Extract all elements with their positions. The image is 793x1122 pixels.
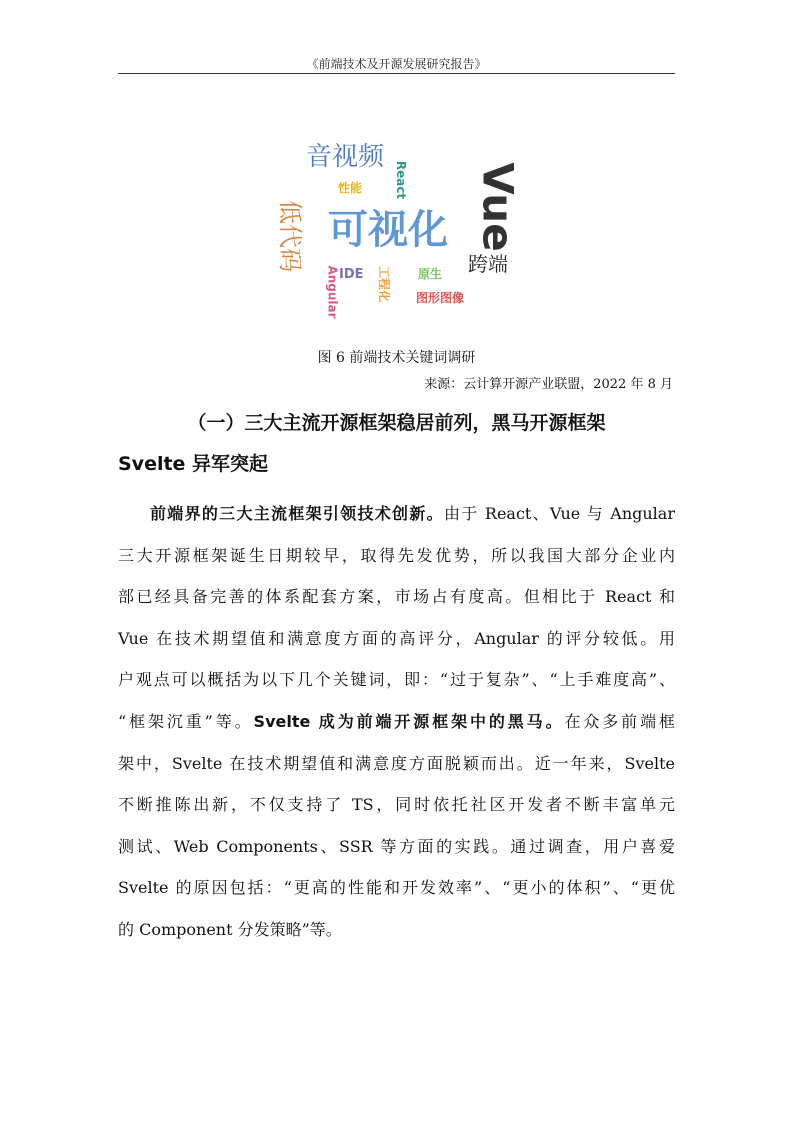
para-line-1 [118, 493, 675, 535]
header-rule [118, 73, 675, 74]
para-line-1-rest: 由于 React、Vue 与 Angular [443, 504, 675, 523]
para-line-6 [118, 701, 675, 743]
word-cross-platform: 跨端 [468, 252, 508, 276]
para-line-3: 部已经具备完善的体系配套方案，市场占有度高。但相比于 React 和 [118, 587, 675, 607]
para-line-8: 不断推陈出新，不仅支持了 TS，同时依托社区开发者不断丰富单元 [118, 795, 675, 815]
word-performance: 性能 [338, 181, 363, 195]
word-graphics: 图形图像 [416, 291, 465, 305]
word-engineering: 工程化 [377, 265, 392, 303]
word-react: React [394, 160, 409, 200]
figure-caption: 图 6 前端技术关键词调研 [317, 350, 476, 366]
para-line-6-b: 在众多前端框 [564, 711, 675, 731]
para-line-4: Vue 在技术期望值和满意度方面的高评分，Angular 的评分较低。用 [118, 628, 675, 648]
para-line-7: 架中，Svelte 在技术期望值和满意度方面脱颖而出。近一年来，Svelte [118, 753, 675, 773]
para-line-6-a: “框架沉重”等。 [118, 711, 254, 731]
word-low-code: 低代码 [276, 200, 304, 272]
word-angular: Angular [325, 265, 340, 319]
para-line-5: 户观点可以概括为以下几个关键词，即：“过于复杂”、“上手难度高”、 [118, 670, 675, 690]
para-line-2: 三大开源框架诞生日期较早，取得先发优势，所以我国大部分企业内 [118, 545, 675, 565]
running-header: 《前端技术及开源发展研究报告》 [306, 57, 487, 71]
section-heading-line2: Svelte 异军突起 [118, 453, 269, 475]
word-ide: IDE [339, 267, 364, 282]
word-vue: Vue [473, 162, 523, 252]
figure-source: 来源：云计算开源产业联盟，2022 年 8 月 [424, 377, 673, 392]
word-visualization: 可视化 [328, 207, 448, 253]
para-line-10: Svelte 的原因包括：“更高的性能和开发效率”、“更小的体积”、“更优 [118, 878, 675, 898]
keyword-word-cloud [270, 138, 530, 324]
para-svelte-highlight: Svelte 成为前端开源框架中的黑马。 [253, 711, 565, 731]
section-heading-line1: （一）三大主流开源框架稳居前列，黑马开源框架 [187, 412, 606, 434]
para-line-11: 的 Component 分发策略”等。 [118, 919, 342, 939]
para-lead-sentence: 前端界的三大主流框架引领技术创新。 [150, 504, 444, 523]
word-native: 原生 [418, 267, 443, 281]
word-audio-video: 音视频 [306, 142, 385, 172]
para-line-9: 测试、Web Components、SSR 等方面的实践。通过调查，用户喜爱 [118, 836, 675, 856]
body-paragraph [118, 493, 675, 951]
